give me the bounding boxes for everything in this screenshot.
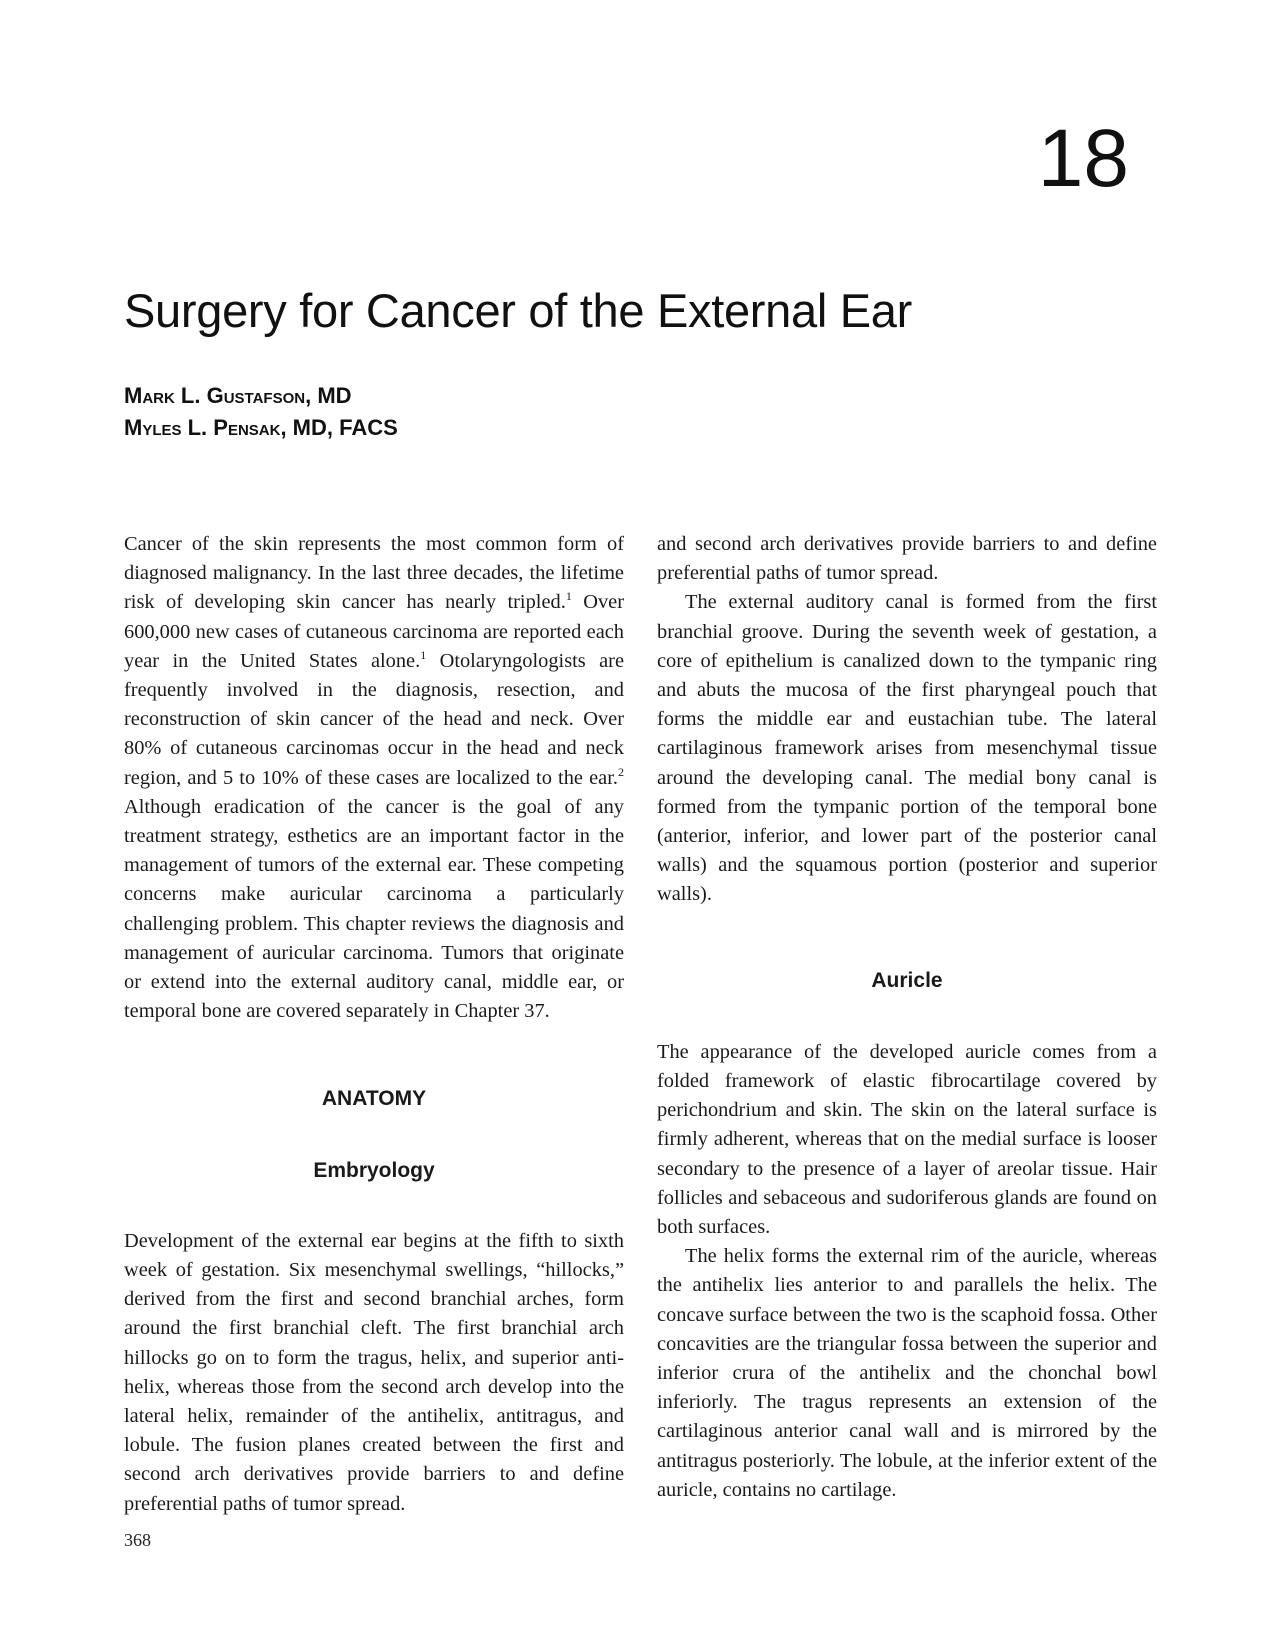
author-list [124,380,398,444]
auricle-heading: Auricle [871,968,943,992]
embryology-paragraph-1: Development of the external ear begins at the fifth to sixth week of gestation. Six mesenchymal swellings, “hillocks,” derived from the first and second branchial arches, form around the first branchial cleft. The first branchial arch hillocks go on to form the tragus, helix, and superior antihelix, whereas those from the second arch develop into the lateral helix, remainder of the antihelix, antitragus, and lobule. The fusion planes created between the first and second arch derivatives provide barriers to and define preferential paths of tumor spread. [124,1229,624,1515]
left-column [124,530,625,1515]
author-2: Myles L. Pensak, MD, FACS [124,415,398,440]
chapter-number: 18 [1037,113,1129,204]
intro-text-a: Cancer of the skin represents the most common form of diagnosed malignancy. In the last three decades, the lifetime risk of developing skin cancer has nearly tripled. [124,533,624,614]
author-1: Mark L. Gustafson, MD [124,383,352,408]
chapter-title: Surgery for Cancer of the External Ear [124,284,912,337]
auricle-paragraph-1: The appearance of the developed auricle comes from a folded framework of elastic fibrocartilage covered by perichondrium and skin. The skin on the lateral surface is firmly adherent, whereas that on the medial surface is looser secondary to the presence of a layer of areolar tissue. Hair follicles and sebaceous and sudoriferous glands are found on both surfaces. [657,1040,1157,1239]
intro-text-c: Otolaryngologists are frequently involved in the diagnosis, resection, and reconstruction of skin cancer of the head and neck. Over 80% of cutaneous carcinomas occur in the head and neck region, and 5 to 10% of these cases are localized to the ear. [124,649,624,789]
page-number: 368 [124,1530,151,1550]
embryology-paragraph-2: The external auditory canal is formed from the first branchial groove. During the seventh week of gestation, a core of epithelium is canalized down to the tympanic ring and abuts the mucosa of the first pharyngeal pouch that forms the middle ear and eustachian tube. The lateral cartilaginous framework arises from mesenchymal tissue around the developing canal. The medial bony canal is formed from the tympanic portion of the temporal bone (anterior, inferior, and lower part of the posterior canal walls) and the squamous portion (posterior and superior walls). [657,591,1157,906]
embryology-paragraph-1-continued: and second arch derivatives provide barriers to and define preferential paths of tumor spread. [657,533,1157,585]
reference-marker: 1 [420,647,427,662]
auricle-paragraph-2: The helix forms the external rim of the auricle, whereas the antihelix lies anterior to and parallels the helix. The concave surface between the two is the scaphoid fossa. Other concavities are the triangular fossa between the superior and inferior crura of the antihelix and the chonchal bowl inferiorly. The tragus represents an extension of the cartilaginous anterior canal wall and is mirrored by the antitragus posteriorly. The lobule, at the inferior extent of the auricle, contains no cartilage. [657,1245,1157,1501]
intro-text-d: Although eradication of the cancer is the goal of any treatment strategy, esthetics are an important factor in the management of tumors of the external ear. These competing concerns make auricular carcinoma a particularly challenging problem. This chapter reviews the diagnosis and management of auricular carcinoma. Tumors that originate or extend into the external auditory canal, middle ear, or temporal bone are covered separately in Chapter 37. [124,795,624,1023]
reference-marker: 2 [618,764,624,779]
reference-marker: 1 [565,589,572,604]
intro-text-b: Over 600,000 new cases of cutaneous carcinoma are reported each year in the United States alone. [124,591,625,672]
anatomy-heading: ANATOMY [321,1087,427,1111]
embryology-heading: Embryology [313,1158,435,1182]
intro-paragraph [124,530,624,1026]
right-column [657,530,1157,1505]
